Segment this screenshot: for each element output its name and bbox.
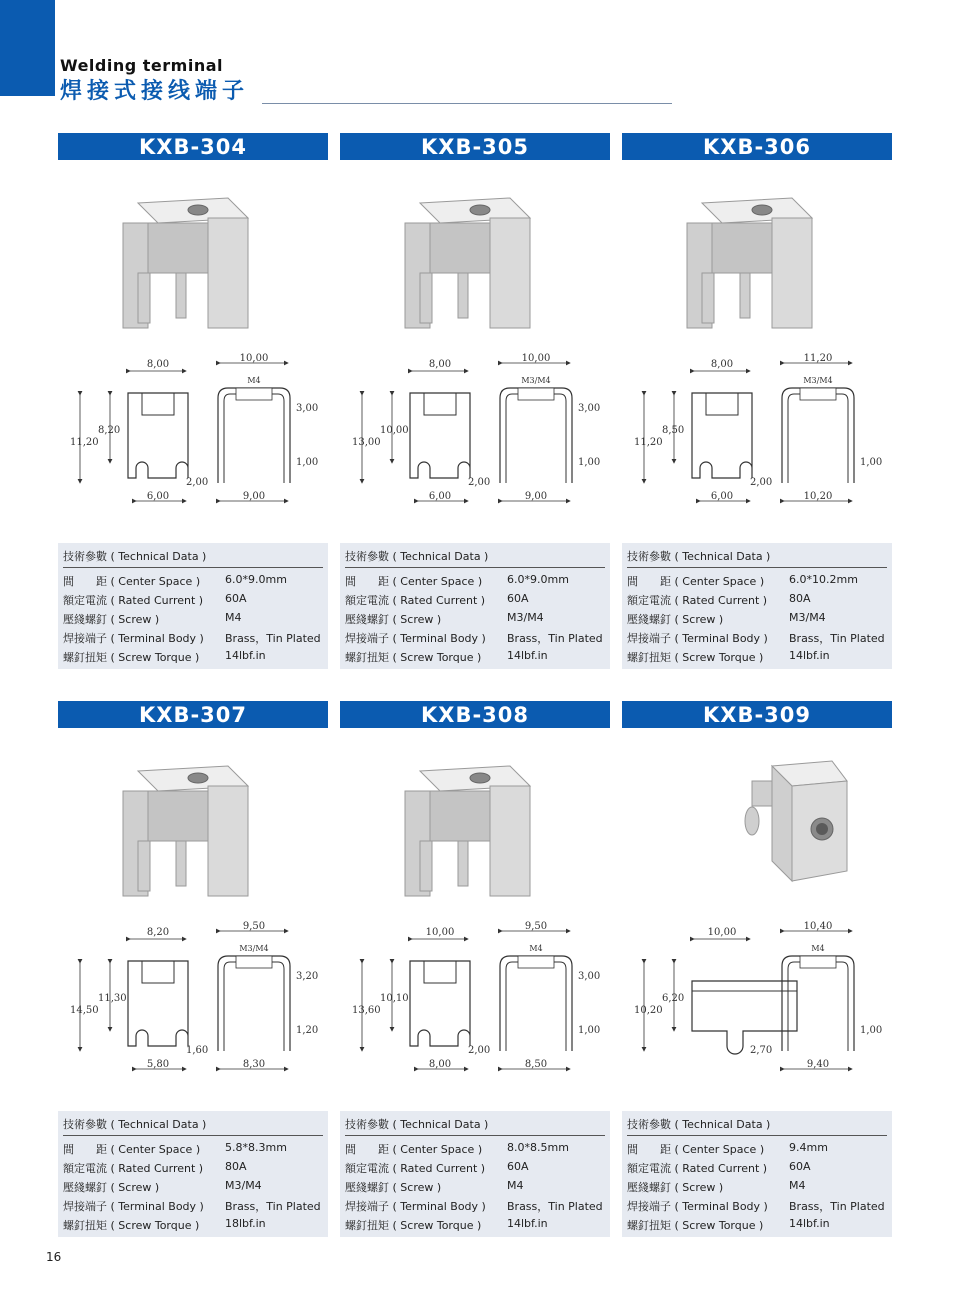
dim-total-height: 13,00 [352,437,381,448]
dim-side-width: 11,20 [803,353,833,364]
spec-label: 焊接端子 ( Terminal Body ) [345,632,486,645]
screw-label: M4 [529,944,543,953]
spec-value: 6.0*10.2mm [789,573,858,586]
spec-value: 6.0*9.0mm [225,573,287,586]
dim-top-height: 3,20 [296,971,319,982]
product-title: KXB-307 [58,701,328,728]
dim-side-width: 10,00 [239,353,269,364]
spec-label: 螺釘扭矩 ( Screw Torque ) [63,651,200,664]
dim-front-width: 8,20 [146,927,170,938]
spec-value: M3/M4 [507,611,544,624]
product-title: KXB-305 [340,133,610,160]
spec-table [340,1111,610,1237]
dimension-drawing [340,921,610,1081]
page-number: 16 [46,1250,62,1264]
spec-label: 額定電流 ( Rated Current ) [627,594,768,607]
dim-pin-space: 6,00 [710,491,734,502]
product-title: KXB-308 [340,701,610,728]
spec-value: 14lbf.in [789,1217,830,1230]
spec-value: Brass，Tin Plated [225,632,321,645]
product-photo [58,741,328,916]
spec-value: 14lbf.in [225,649,266,662]
dim-side-space: 8,30 [242,1059,266,1070]
product-photo [622,173,892,348]
screw-label: M4 [811,944,825,953]
dim-front-width: 8,00 [428,359,452,370]
dimension-drawing [58,921,328,1081]
screw-label: M3/M4 [521,376,551,385]
dim-side-space: 9,00 [524,491,548,502]
spec-value: 80A [789,592,811,605]
spec-value: Brass，Tin Plated [789,1200,885,1213]
spec-label: 螺釘扭矩 ( Screw Torque ) [345,651,482,664]
spec-title: 技術參數 ( Technical Data ) [63,548,323,568]
spec-value: 60A [789,1160,811,1173]
dim-total-height: 13,60 [352,1005,381,1016]
spec-label: 間 距 ( Center Space ) [63,1143,201,1156]
dimension-drawing [58,353,328,513]
spec-value: 18lbf.in [225,1217,266,1230]
spec-label: 間 距 ( Center Space ) [345,575,483,588]
spec-value: 60A [507,592,529,605]
spec-label: 螺釘扭矩 ( Screw Torque ) [627,1219,764,1232]
spec-label: 螺釘扭矩 ( Screw Torque ) [63,1219,200,1232]
dim-thickness: 1,00 [578,457,601,468]
product-title: KXB-304 [58,133,328,160]
spec-value: 60A [225,592,247,605]
spec-value: 5.8*8.3mm [225,1141,287,1154]
spec-value: M4 [225,611,242,624]
spec-title: 技術參數 ( Technical Data ) [345,548,605,568]
dim-pin-space: 8,00 [428,1059,452,1070]
dim-inner-height: 10,00 [380,425,409,436]
dim-side-width: 10,40 [803,921,833,932]
spec-label: 螺釘扭矩 ( Screw Torque ) [345,1219,482,1232]
spec-value: 60A [507,1160,529,1173]
product-kxb-308 [340,701,610,1232]
spec-label: 額定電流 ( Rated Current ) [345,1162,486,1175]
spec-label: 壓綫螺釘 ( Screw ) [63,613,160,626]
spec-table [340,543,610,669]
dim-slot: 2,00 [468,1045,491,1056]
dim-side-space: 10,20 [803,491,833,502]
spec-value: Brass，Tin Plated [507,632,603,645]
spec-label: 焊接端子 ( Terminal Body ) [627,632,768,645]
dim-pin-space: 6,00 [428,491,452,502]
product-photo [58,173,328,348]
spec-title: 技術參數 ( Technical Data ) [345,1116,605,1136]
spec-label: 焊接端子 ( Terminal Body ) [63,1200,204,1213]
product-title: KXB-306 [622,133,892,160]
spec-label: 壓綫螺釘 ( Screw ) [345,613,442,626]
spec-label: 焊接端子 ( Terminal Body ) [63,632,204,645]
header-rule [262,103,672,104]
dim-side-space: 9,40 [806,1059,830,1070]
dim-side-width: 10,00 [521,353,551,364]
dim-pin-space: 5,80 [146,1059,170,1070]
dim-thickness: 1,00 [296,457,319,468]
dim-top-height: 3,00 [296,403,319,414]
spec-label: 焊接端子 ( Terminal Body ) [627,1200,768,1213]
corner-accent-bar [0,0,55,96]
dim-thickness: 1,00 [578,1025,601,1036]
dim-thickness: 1,20 [296,1025,319,1036]
spec-label: 焊接端子 ( Terminal Body ) [345,1200,486,1213]
spec-title: 技術參數 ( Technical Data ) [63,1116,323,1136]
spec-value: M3/M4 [225,1179,262,1192]
spec-table [622,1111,892,1237]
product-title: KXB-309 [622,701,892,728]
dim-pin-space: 6,00 [146,491,170,502]
dim-inner-height: 8,50 [662,425,685,436]
spec-table [622,543,892,669]
spec-value: 9.4mm [789,1141,828,1154]
dim-slot: 2,00 [750,477,773,488]
dim-total-height: 11,20 [634,437,663,448]
spec-value: Brass，Tin Plated [225,1200,321,1213]
spec-label: 間 距 ( Center Space ) [627,575,765,588]
dim-thickness: 1,00 [860,457,883,468]
spec-label: 壓綫螺釘 ( Screw ) [627,613,724,626]
product-photo [622,741,892,916]
dim-inner-height: 8,20 [98,425,121,436]
dim-thickness: 1,00 [860,1025,883,1036]
spec-label: 間 距 ( Center Space ) [345,1143,483,1156]
dim-front-width: 8,00 [710,359,734,370]
spec-title: 技術參數 ( Technical Data ) [627,548,887,568]
dim-total-height: 10,20 [634,1005,663,1016]
screw-label: M4 [247,376,261,385]
spec-value: M4 [507,1179,524,1192]
spec-value: 6.0*9.0mm [507,573,569,586]
spec-title: 技術參數 ( Technical Data ) [627,1116,887,1136]
dim-total-height: 11,20 [70,437,99,448]
screw-label: M3/M4 [803,376,833,385]
spec-value: 14lbf.in [789,649,830,662]
page-title-zh: 焊接式接线端子 [60,79,250,104]
dimension-drawing [622,921,892,1081]
dim-slot: 2,00 [468,477,491,488]
product-photo [340,741,610,916]
dim-top-height: 3,00 [578,403,601,414]
dim-side-space: 8,50 [524,1059,548,1070]
spec-label: 壓綫螺釘 ( Screw ) [627,1181,724,1194]
dim-front-width: 10,00 [425,927,455,938]
dim-inner-height: 10,10 [380,993,409,1004]
dim-slot: 1,60 [186,1045,209,1056]
product-photo [340,173,610,348]
product-kxb-307 [58,701,328,1232]
dim-side-width: 9,50 [524,921,548,932]
spec-table [58,543,328,669]
dimension-drawing [622,353,892,513]
dim-front-width: 8,00 [146,359,170,370]
dim-top-height: 3,00 [578,971,601,982]
product-kxb-304 [58,133,328,664]
spec-table [58,1111,328,1237]
page-title-en: Welding terminal [60,56,223,75]
spec-label: 壓綫螺釘 ( Screw ) [63,1181,160,1194]
spec-value: 80A [225,1160,247,1173]
dim-front-width: 10,00 [707,927,737,938]
dim-inner-height: 6,20 [662,993,685,1004]
dim-side-width: 9,50 [242,921,266,932]
dim-side-space: 9,00 [242,491,266,502]
product-kxb-306 [622,133,892,664]
dim-slot: 2,70 [750,1045,773,1056]
product-kxb-309 [622,701,892,1232]
spec-label: 壓綫螺釘 ( Screw ) [345,1181,442,1194]
screw-label: M3/M4 [239,944,269,953]
spec-value: Brass，Tin Plated [507,1200,603,1213]
spec-value: 8.0*8.5mm [507,1141,569,1154]
spec-value: Brass，Tin Plated [789,632,885,645]
spec-label: 螺釘扭矩 ( Screw Torque ) [627,651,764,664]
spec-value: M3/M4 [789,611,826,624]
product-kxb-305 [340,133,610,664]
spec-value: M4 [789,1179,806,1192]
dim-slot: 2,00 [186,477,209,488]
spec-label: 間 距 ( Center Space ) [627,1143,765,1156]
spec-label: 額定電流 ( Rated Current ) [63,1162,204,1175]
dim-total-height: 14,50 [70,1005,99,1016]
spec-label: 間 距 ( Center Space ) [63,575,201,588]
spec-label: 額定電流 ( Rated Current ) [345,594,486,607]
spec-value: 14lbf.in [507,1217,548,1230]
spec-value: 14lbf.in [507,649,548,662]
spec-label: 額定電流 ( Rated Current ) [63,594,204,607]
dimension-drawing [340,353,610,513]
spec-label: 額定電流 ( Rated Current ) [627,1162,768,1175]
dim-inner-height: 11,30 [98,993,127,1004]
